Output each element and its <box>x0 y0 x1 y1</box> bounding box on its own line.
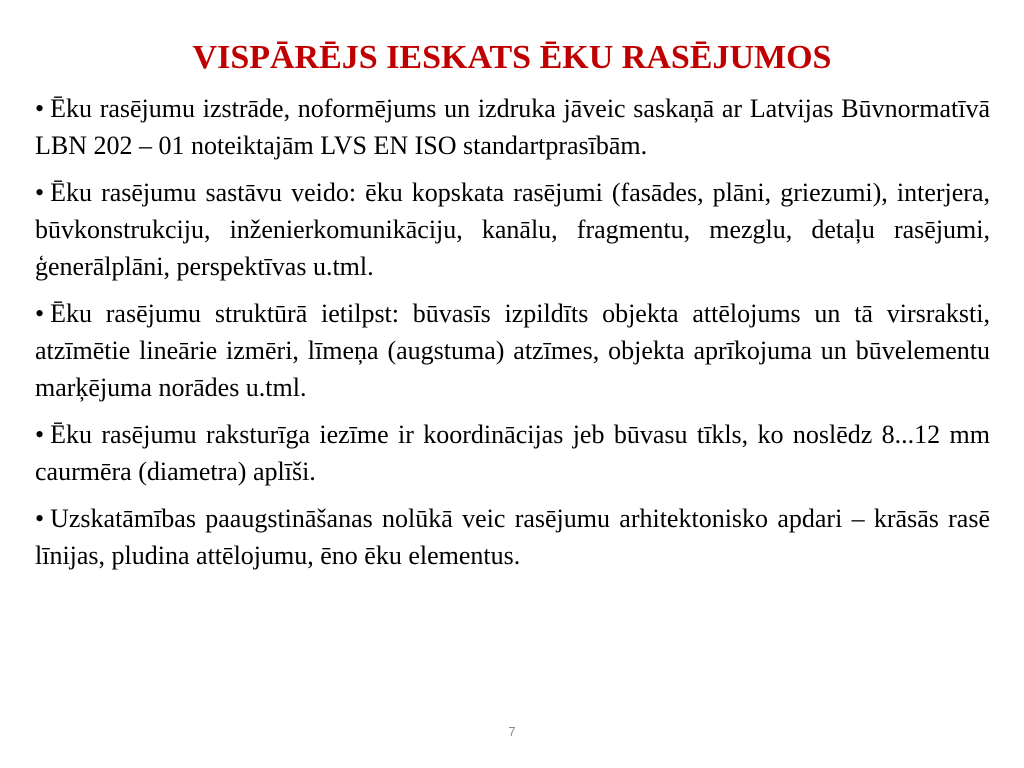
bullet-item <box>35 295 990 406</box>
slide-title: VISPĀRĒJS IESKATS ĒKU RASĒJUMOS <box>192 39 832 76</box>
bullet-marker: • <box>35 178 45 207</box>
bullet-text: Ēku rasējumu raksturīga iezīme ir koordinācijas jeb būvasu tīkls, ko noslēdz 8...12 mm caurmēra (diametra) aplīši. <box>35 420 990 486</box>
bullet-item <box>35 416 990 490</box>
bullet-text: Ēku rasējumu sastāvu veido: ēku kopskata rasējumi (fasādes, plāni, griezumi), interjera, būvkonstrukciju, inženierkomunikāciju, kanālu, fragmentu, mezglu, detaļu rasējumi, ģenerālplāni, perspektīvas u.tml. <box>35 178 990 281</box>
bullet-item <box>35 174 990 285</box>
bullet-text: Ēku rasējumu izstrāde, noformējums un izdruka jāveic saskaņā ar Latvijas Būvnormatīvā LBN 202 – 01 noteiktajām LVS EN ISO standartprasībām. <box>35 94 990 160</box>
bullet-marker: • <box>35 504 45 533</box>
bullet-list <box>35 90 990 584</box>
bullet-item <box>35 90 990 164</box>
bullet-item <box>35 500 990 574</box>
bullet-marker: • <box>35 94 45 123</box>
bullet-marker: • <box>35 420 45 449</box>
page-number: 7 <box>508 724 516 739</box>
bullet-text: Ēku rasējumu struktūrā ietilpst: būvasīs izpildīts objekta attēlojums un tā virsraksti, atzīmētie lineārie izmēri, līmeņa (augstuma) atzīmes, objekta aprīkojuma un būvelementu marķējuma norādes u.tml. <box>35 299 990 402</box>
bullet-marker: • <box>35 299 45 328</box>
bullet-text: Uzskatāmības paaugstināšanas nolūkā veic rasējumu arhitektonisko apdari – krāsās rasē līnijas, pludina attēlojumu, ēno ēku elementus. <box>35 504 990 570</box>
